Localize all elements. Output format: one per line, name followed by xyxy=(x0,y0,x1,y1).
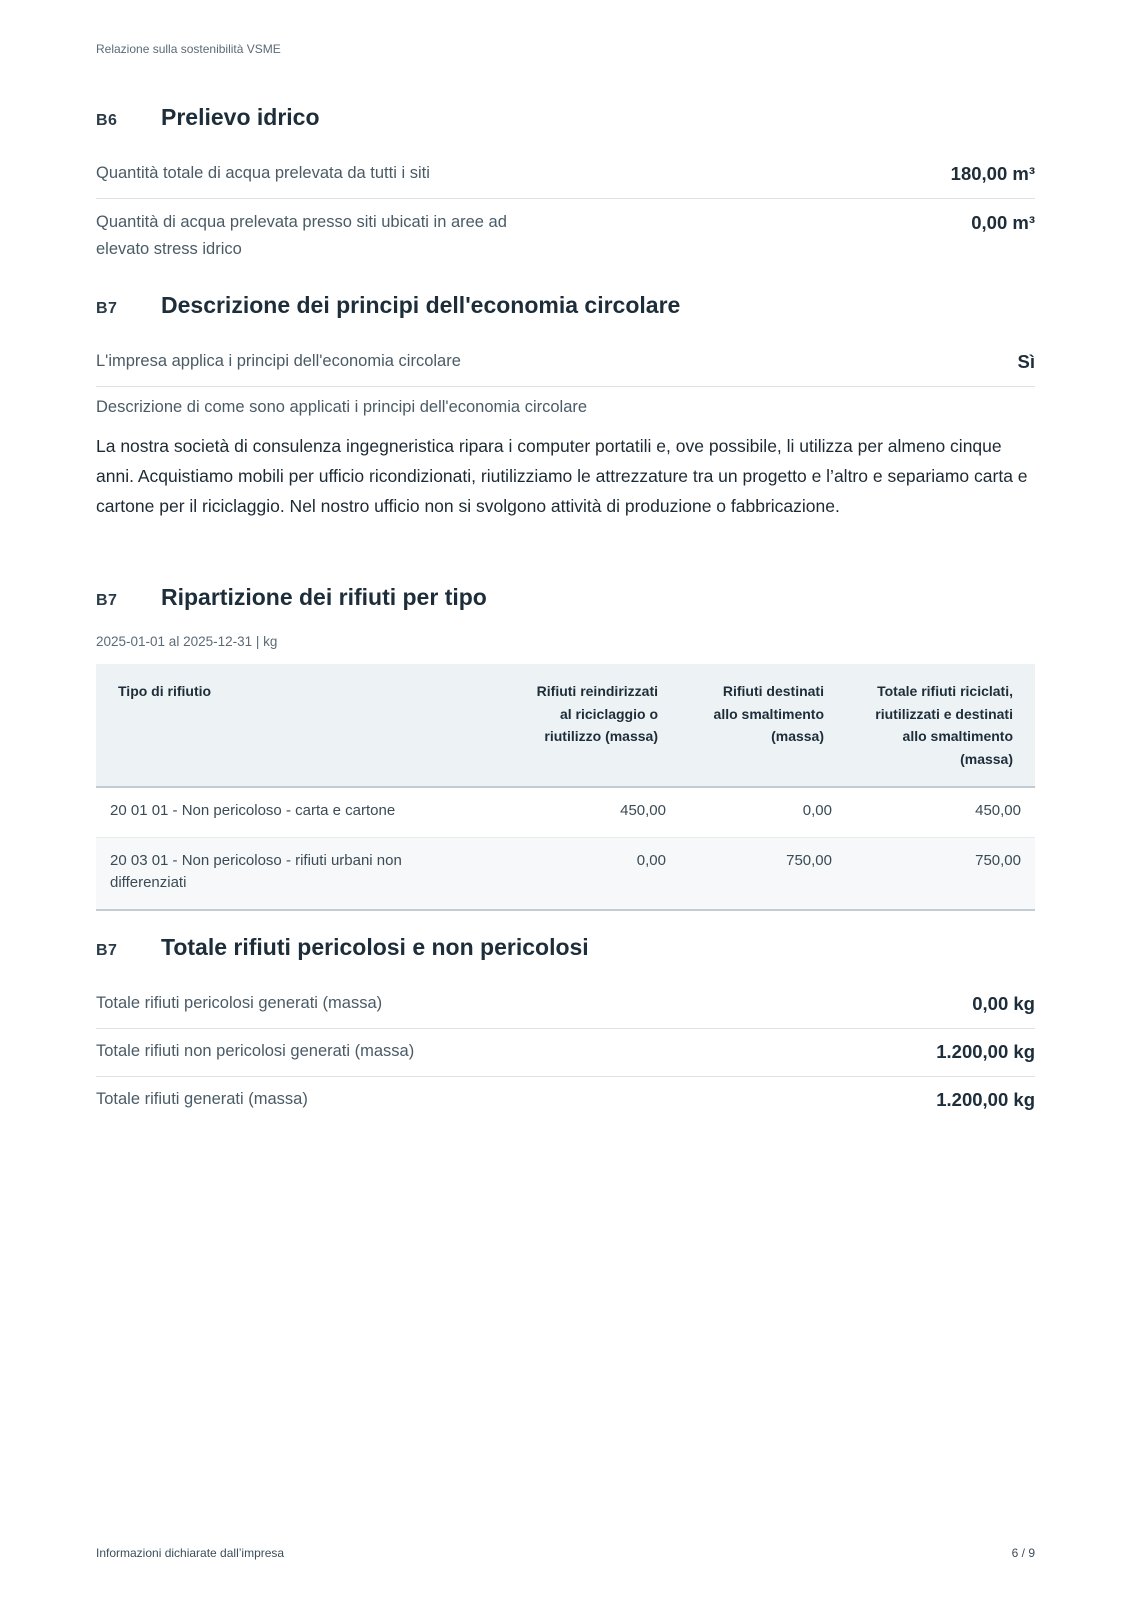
recycled-cell: 450,00 xyxy=(620,802,666,819)
circular-description-text: La nostra società di consulenza ingegneristica ripara i computer portatili e, ove possibile, li utilizza per almeno cinque anni. Acquistiamo mobili per ufficio ricondizionati, riutilizziamo le attrezzature tra un progetto e l’altro e separiamo carta e cartone per il riciclaggio. Nel nostro ufficio non si svolgono attività di produzione o fabbricazione. xyxy=(96,436,1028,516)
section-title: Prelievo idrico xyxy=(161,104,320,130)
divider xyxy=(96,1076,1035,1077)
water-stress-value: 0,00 m³ xyxy=(971,212,1035,233)
report-page xyxy=(96,0,1035,1600)
waste-total-row xyxy=(96,1086,1035,1113)
reporting-period: 2025-01-01 al 2025-12-31 | kg xyxy=(96,634,278,649)
circular-applies-row xyxy=(96,348,1035,375)
water-total-value: 180,00 m³ xyxy=(950,163,1035,184)
table-row xyxy=(96,837,1035,910)
section-title: Descrizione dei principi dell'economia circolare xyxy=(161,292,681,318)
circular-applies-label: L'impresa applica i principi dell'economia circolare xyxy=(96,352,461,370)
column-header-disposal: Rifiuti destinati allo smaltimento (massa) xyxy=(680,664,846,787)
page-number: 6 / 9 xyxy=(1011,1546,1035,1560)
waste-by-type-table xyxy=(96,664,1035,911)
column-header-waste-type: Tipo di rifiutio xyxy=(96,664,514,787)
section-b7-circular-heading xyxy=(96,292,1035,319)
non-hazardous-total-row xyxy=(96,1038,1035,1065)
page-footer xyxy=(96,1546,1035,1560)
section-code: B7 xyxy=(96,300,118,317)
section-code: B7 xyxy=(96,942,118,959)
total-cell: 750,00 xyxy=(975,851,1021,869)
circular-applies-value: Sì xyxy=(1017,351,1035,372)
table-row xyxy=(96,787,1035,837)
recycled-cell: 0,00 xyxy=(636,851,666,869)
hazardous-total-label: Totale rifiuti pericolosi generati (massa) xyxy=(96,994,383,1012)
section-code: B6 xyxy=(96,112,118,129)
non-hazardous-total-value: 1.200,00 kg xyxy=(936,1041,1035,1062)
water-total-row xyxy=(96,160,1035,187)
table-header-row xyxy=(96,664,1035,787)
circular-description-label: Descrizione di come sono applicati i principi dell'economia circolare xyxy=(96,398,588,416)
section-b7-totals-heading xyxy=(96,934,1035,961)
section-title: Ripartizione dei rifiuti per tipo xyxy=(161,584,487,610)
section-b6-heading xyxy=(96,104,1035,131)
hazardous-total-row xyxy=(96,990,1035,1017)
waste-type-cell: 20 03 01 - Non pericoloso - rifiuti urbani non differenziati xyxy=(110,851,402,891)
water-total-label: Quantità totale di acqua prelevata da tutti i siti xyxy=(96,164,430,182)
divider xyxy=(96,386,1035,387)
divider xyxy=(96,1028,1035,1029)
disposal-cell: 750,00 xyxy=(786,851,832,869)
section-b7-waste-heading xyxy=(96,584,1035,611)
column-header-recycled: Rifiuti reindirizzati al riciclaggio o riutilizzo (massa) xyxy=(514,664,680,787)
waste-total-label: Totale rifiuti generati (massa) xyxy=(96,1090,308,1108)
divider xyxy=(96,198,1035,199)
total-cell: 450,00 xyxy=(975,802,1021,819)
water-stress-label: Quantità di acqua prelevata presso siti ubicati in aree ad elevato stress idrico xyxy=(96,213,507,258)
waste-total-value: 1.200,00 kg xyxy=(936,1089,1035,1110)
waste-type-cell: 20 01 01 - Non pericoloso - carta e cartone xyxy=(110,802,396,819)
disposal-cell: 0,00 xyxy=(802,802,832,819)
footer-source: Informazioni dichiarate dall’impresa xyxy=(96,1546,285,1560)
hazardous-total-value: 0,00 kg xyxy=(972,993,1035,1014)
water-stress-row xyxy=(96,209,1035,263)
section-title: Totale rifiuti pericolosi e non pericolosi xyxy=(161,934,589,960)
section-code: B7 xyxy=(96,592,118,609)
column-header-total: Totale rifiuti riciclati, riutilizzati e destinati allo smaltimento (massa) xyxy=(846,664,1035,787)
running-header: Relazione sulla sostenibilità VSME xyxy=(96,42,281,56)
non-hazardous-total-label: Totale rifiuti non pericolosi generati (massa) xyxy=(96,1042,415,1060)
